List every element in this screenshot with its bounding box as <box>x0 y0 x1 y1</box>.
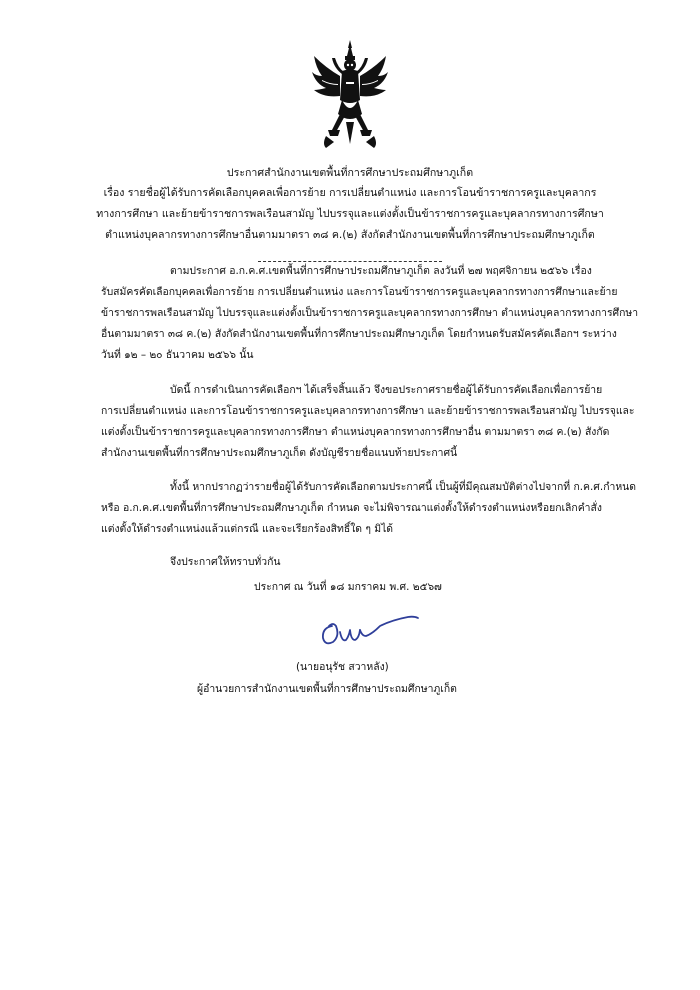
header-separator <box>258 261 442 262</box>
paragraph3-line-3: แต่งตั้งให้ดำรงตำแหน่งแล้วแต่กรณี และจะเรียกร้องสิทธิ์ใด ๆ มิได้ <box>101 523 394 535</box>
closing-statement: จึงประกาศให้ทราบทั่วกัน <box>170 556 281 568</box>
signatory-name: (นายอนุรัช สวาหลัง) <box>296 661 389 673</box>
subject-line-1: เรื่อง รายชื่อผู้ได้รับการคัดเลือกบุคคลเพื่อการย้าย การเปลี่ยนตำแหน่ง และการโอนข้าราชการครูและบุคลากร <box>103 187 597 199</box>
paragraph1-line-3: ข้าราชการพลเรือนสามัญ ไปบรรจุและแต่งตั้งเป็นข้าราชการครูและบุคลากรทางการศึกษา ตำแหน่งบุคลากรทางการศึกษา <box>101 307 639 319</box>
paragraph2-line-2: การเปลี่ยนตำแหน่ง และการโอนข้าราชการครูและบุคลากรทางการศึกษา และย้ายข้าราชการพลเรือนสามัญ ไปบรรจุและ <box>101 405 635 417</box>
paragraph2-line-4: สำนักงานเขตพื้นที่การศึกษาประถมศึกษาภูเก็ต ดังบัญชีรายชื่อแนบท้ายประกาศนี้ <box>101 447 458 459</box>
paragraph1-line-4: อื่นตามมาตรา ๓๘ ค.(๒) สังกัดสำนักงานเขตพื้นที่การศึกษาประถมศึกษาภูเก็ต โดยกำหนดรับสมัครคัดเลือกฯ ระหว่าง <box>101 328 617 340</box>
signatory-position: ผู้อำนวยการสำนักงานเขตพื้นที่การศึกษาประถมศึกษาภูเก็ต <box>197 683 457 695</box>
paragraph3-line-1: ทั้งนี้ หากปรากฏว่ารายชื่อผู้ได้รับการคัดเลือกตามประกาศนี้ เป็นผู้ที่มีคุณสมบัติต่างไปจากที่ ก.ค.ศ.กำหนด <box>170 481 637 493</box>
paragraph3-line-2: หรือ อ.ก.ค.ศ.เขตพื้นที่การศึกษาประถมศึกษาภูเก็ต กำหนด จะไม่พิจารณาแต่งตั้งให้ดำรงตำแหน่งหรือยกเลิกคำสั่ง <box>101 502 602 514</box>
announcement-date: ประกาศ ณ วันที่ ๑๘ มกราคม พ.ศ. ๒๕๖๗ <box>254 581 442 593</box>
subject-line-2: ทางการศึกษา และย้ายข้าราชการพลเรือนสามัญ ไปบรรจุและแต่งตั้งเป็นข้าราชการครูและบุคลากรทางการศึกษา <box>96 208 604 220</box>
subject-line-3: ตำแหน่งบุคลากรทางการศึกษาอื่นตามมาตรา ๓๘ ค.(๒) สังกัดสำนักงานเขตพื้นที่การศึกษาประถมศึกษาภูเก็ต <box>105 229 595 241</box>
paragraph1-line-1: ตามประกาศ อ.ก.ค.ศ.เขตพื้นที่การศึกษาประถมศึกษาภูเก็ต ลงวันที่ ๒๗ พฤศจิกายน ๒๕๖๖ เรื่อง <box>170 265 592 277</box>
handwritten-signature-icon <box>318 612 422 652</box>
paragraph1-line-5: วันที่ ๑๒ – ๒๐ ธันวาคม ๒๕๖๖ นั้น <box>101 349 254 361</box>
paragraph2-line-3: แต่งตั้งเป็นข้าราชการครูและบุคลากรทางการศึกษา ตำแหน่งบุคลากรทางการศึกษาอื่น ตามมาตรา ๓๘ ค.(๒) สังกัด <box>101 426 610 438</box>
paragraph2-line-1: บัดนี้ การดำเนินการคัดเลือกฯ ได้เสร็จสิ้นแล้ว จึงขอประกาศรายชื่อผู้ได้รับการคัดเลือกเพื่อการย้าย <box>170 384 603 396</box>
announcement-title: ประกาศสำนักงานเขตพื้นที่การศึกษาประถมศึกษาภูเก็ต <box>226 167 474 179</box>
paragraph1-line-2: รับสมัครคัดเลือกบุคคลเพื่อการย้าย การเปลี่ยนตำแหน่ง และการโอนข้าราชการครูและบุคลากรทางการศึกษาและย้าย <box>101 286 618 298</box>
garuda-emblem-icon <box>312 38 388 150</box>
